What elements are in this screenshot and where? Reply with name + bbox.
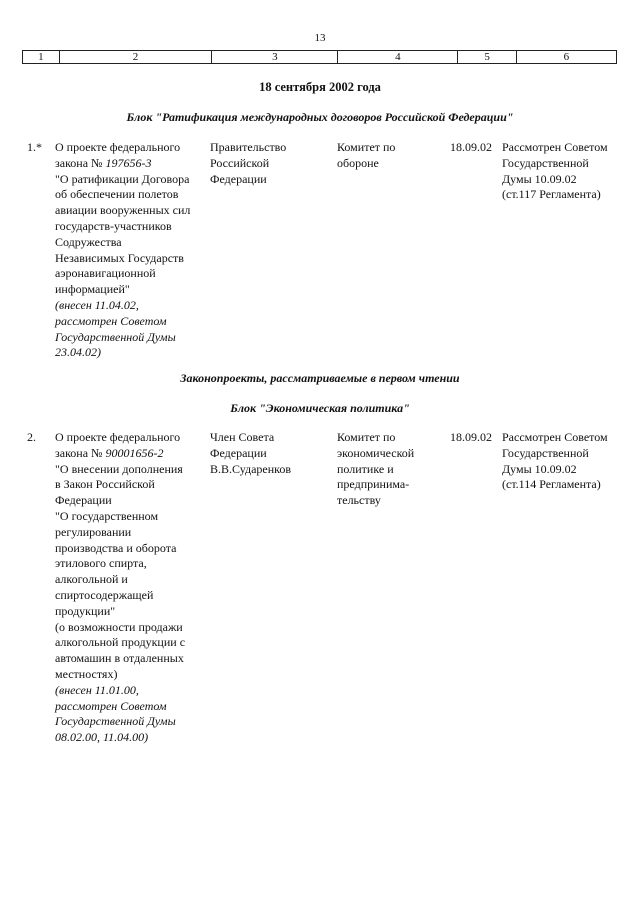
- law-history-line: Государственной Думы: [55, 329, 176, 344]
- status-line: (ст.117 Регламента): [502, 187, 601, 202]
- page-number: 13: [314, 32, 326, 44]
- responsible-committee: [337, 140, 445, 172]
- law-history-line: рассмотрен Советом: [55, 698, 167, 713]
- status-line: Рассмотрен Советом: [502, 140, 608, 154]
- committee-line: обороне: [337, 155, 379, 170]
- section-heading-first-reading: Законопроекты, рассматриваемые в первом чтении: [180, 371, 460, 385]
- law-title-line: производства и оборота: [55, 540, 177, 555]
- law-number-line: [55, 156, 205, 172]
- law-note-line: автомашин в отдаленных: [55, 651, 184, 666]
- status-line: Думы 10.09.02: [502, 171, 577, 186]
- status-line: (ст.114 Регламента): [502, 477, 601, 492]
- submitter-line: Член Совета: [210, 430, 275, 444]
- law-title-line: этилового спирта,: [55, 556, 147, 571]
- status-line: Государственной: [502, 445, 589, 460]
- responsible-committee: [337, 430, 445, 509]
- law-note-line: (о возможности продажи: [55, 619, 183, 634]
- law-title-line: об обеспечении полетов: [55, 187, 179, 202]
- submitter-line: Правительство: [210, 140, 287, 154]
- law-title-line: "О государственном: [55, 508, 159, 523]
- status: [502, 140, 627, 203]
- submitter-line: Федерации: [210, 171, 267, 186]
- law-number: 90001656-2: [105, 445, 164, 460]
- law-title-line: алкогольной и: [55, 572, 128, 587]
- status-line: Думы 10.09.02: [502, 461, 577, 476]
- law-title-line: спиртосодержащей: [55, 587, 154, 602]
- column-number: 2: [60, 51, 213, 63]
- submitter-line: В.В.Судаpенков: [210, 461, 292, 476]
- law-title-line: продукции": [55, 603, 116, 618]
- committee-line: экономической: [337, 445, 415, 460]
- law-number-prefix: закона №: [55, 445, 106, 460]
- consideration-date: 18.09.02: [450, 430, 492, 444]
- law-title-line: авиации вооруженных сил: [55, 203, 191, 218]
- law-title-line: в Закон Российской: [55, 477, 155, 492]
- status: [502, 430, 627, 493]
- status-line: Рассмотрен Советом: [502, 430, 608, 444]
- law-title-line: аэронавигационной: [55, 266, 156, 281]
- law-intro-line: О проекте федерального: [55, 430, 181, 444]
- law-number: 197656-3: [105, 155, 152, 170]
- law-title-line: Содружества: [55, 234, 122, 249]
- law-note-line: местностях): [55, 666, 118, 681]
- submitter: [210, 430, 332, 477]
- block-heading-economic-policy: Блок "Экономическая политика": [230, 401, 410, 415]
- committee-line: Комитет по: [337, 140, 396, 154]
- law-number-prefix: закона №: [55, 155, 106, 170]
- committee-line: политике и: [337, 461, 394, 476]
- law-title-line: Федерации: [55, 493, 112, 508]
- committee-line: Комитет по: [337, 430, 396, 444]
- column-number: 5: [458, 51, 517, 63]
- law-note-line: алкогольной продукции с: [55, 635, 186, 650]
- law-title: [55, 462, 205, 620]
- law-history-line: 08.02.00, 11.04.00): [55, 730, 149, 745]
- law-history-line: (внесен 11.04.02,: [55, 297, 139, 312]
- law-title: [55, 172, 205, 298]
- submitter-line: Российской: [210, 155, 270, 170]
- row-number: 2.: [27, 430, 36, 444]
- law-title-line: "О внесении дополнения: [55, 461, 183, 476]
- law-project-description: [55, 140, 205, 361]
- date-heading: 18 сентября 2002 года: [259, 80, 381, 94]
- law-history-line: рассмотрен Советом: [55, 313, 167, 328]
- column-number: 3: [212, 51, 338, 63]
- law-history-line: 23.04.02): [55, 345, 101, 360]
- column-number-header: [22, 50, 617, 64]
- law-title-line: Независимых Государств: [55, 250, 184, 265]
- law-title-line: "О ратификации Договора: [55, 171, 190, 186]
- law-history-line: (внесен 11.01.00,: [55, 682, 139, 697]
- committee-line: тельству: [337, 493, 381, 508]
- law-history: [55, 298, 205, 361]
- column-number: 1: [23, 51, 60, 63]
- status-line: Государственной: [502, 155, 589, 170]
- law-title-line: регулировании: [55, 524, 132, 539]
- submitter: [210, 140, 332, 187]
- law-intro-line: О проекте федерального: [55, 140, 181, 154]
- law-title-line: информацией": [55, 282, 130, 297]
- law-note: [55, 620, 205, 683]
- block-heading-ratification: Блок "Ратификация международных договоров Российской Федерации": [126, 110, 514, 124]
- submitter-line: Федерации: [210, 445, 267, 460]
- committee-line: предпринима-: [337, 477, 410, 492]
- row-number: 1.*: [27, 140, 42, 154]
- law-title-line: государств-участников: [55, 218, 172, 233]
- column-number: 4: [338, 51, 458, 63]
- column-number: 6: [563, 51, 570, 63]
- law-history: [55, 683, 205, 746]
- law-number-line: [55, 446, 205, 462]
- consideration-date: 18.09.02: [450, 140, 492, 154]
- law-project-description: [55, 430, 205, 746]
- law-history-line: Государственной Думы: [55, 714, 176, 729]
